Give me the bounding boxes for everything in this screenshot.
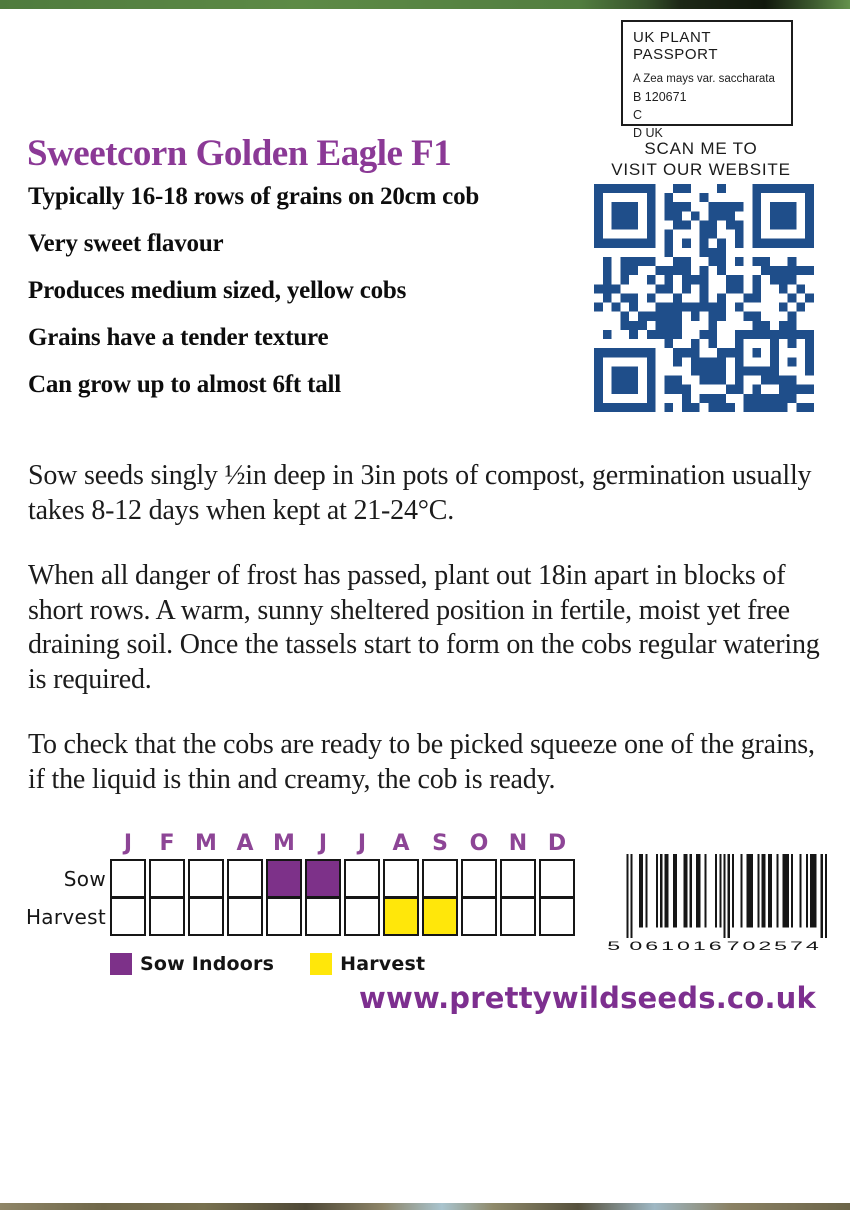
instructions-paragraph: Sow seeds singly ½in deep in 3in pots of compost, germination usually takes 8-12 days when kept at 21-24°C. xyxy=(28,460,812,526)
calendar-cell xyxy=(188,897,224,936)
calendar-cell xyxy=(383,897,419,936)
calendar-row xyxy=(25,898,575,936)
legend-item xyxy=(110,953,274,975)
calendar-cell xyxy=(305,897,341,936)
calendar-cell xyxy=(266,859,302,898)
calendar-cell xyxy=(149,897,185,936)
barcode xyxy=(601,854,827,954)
calendar-row-label: Sow xyxy=(63,866,106,891)
scan-me-text xyxy=(595,138,807,180)
month-label: J xyxy=(357,831,367,856)
calendar-cell xyxy=(422,859,458,898)
calendar-cell xyxy=(500,859,536,898)
website-url: www.prettywildseeds.co.uk xyxy=(358,981,816,1015)
legend-swatch xyxy=(110,953,132,975)
passport-line-d: D UK xyxy=(633,126,663,140)
month-header-row xyxy=(110,832,575,856)
passport-title: UK PLANT PASSPORT xyxy=(633,29,719,63)
calendar-grid xyxy=(25,859,575,936)
instructions-paragraph: To check that the cobs are ready to be picked squeeze one of the grains, if the liquid is thin and creamy, the cob is ready. xyxy=(28,729,815,795)
bottom-photo-strip xyxy=(0,1203,850,1210)
feature-line: Can grow up to almost 6ft tall xyxy=(28,371,341,398)
legend-label: Harvest xyxy=(340,953,426,975)
month-label: F xyxy=(159,831,175,856)
calendar-cell xyxy=(344,897,380,936)
month-label: S xyxy=(432,831,448,856)
product-title: Sweetcorn Golden Eagle F1 xyxy=(27,133,452,174)
legend-label: Sow Indoors xyxy=(140,953,275,975)
calendar-cell xyxy=(305,859,341,898)
calendar-cell xyxy=(266,897,302,936)
svg-text:061016: 061016 xyxy=(629,939,725,953)
calendar-cell xyxy=(149,859,185,898)
instructions xyxy=(28,459,830,828)
month-label: J xyxy=(123,831,133,856)
calendar-cell xyxy=(539,897,575,936)
calendar-cell xyxy=(500,897,536,936)
feature-list xyxy=(28,184,628,419)
calendar-cell xyxy=(227,897,263,936)
calendar-row-label: Harvest xyxy=(25,905,106,929)
svg-text:5: 5 xyxy=(607,939,621,953)
passport-line-b: B 120671 xyxy=(633,90,687,104)
svg-text:702574: 702574 xyxy=(726,939,822,953)
month-label: D xyxy=(547,831,567,856)
month-label: N xyxy=(508,831,528,856)
calendar-cell xyxy=(383,859,419,898)
legend-item xyxy=(310,953,425,975)
sowing-calendar xyxy=(25,831,575,936)
scan-line-1: SCAN ME TO xyxy=(644,139,758,158)
calendar-legend xyxy=(110,953,425,975)
scan-line-2: VISIT OUR WEBSITE xyxy=(611,160,791,179)
plant-passport-box xyxy=(621,20,793,140)
month-label: J xyxy=(318,831,328,856)
feature-line: Typically 16-18 rows of grains on 20cm cob xyxy=(28,183,480,210)
calendar-cell xyxy=(110,897,146,936)
month-label: O xyxy=(469,831,489,856)
legend-swatch xyxy=(310,953,332,975)
passport-line-a: A Zea mays var. saccharata xyxy=(633,73,775,85)
feature-line: Very sweet flavour xyxy=(28,230,224,257)
calendar-cell xyxy=(539,859,575,898)
month-label: M xyxy=(273,831,295,856)
calendar-cell xyxy=(344,859,380,898)
calendar-cell xyxy=(461,897,497,936)
feature-line: Grains have a tender texture xyxy=(28,324,329,351)
passport-line-c: C xyxy=(633,108,643,122)
calendar-cells xyxy=(110,898,575,936)
calendar-cell xyxy=(188,859,224,898)
month-label: A xyxy=(236,831,254,856)
month-label: A xyxy=(392,831,410,856)
calendar-cell xyxy=(110,859,146,898)
calendar-cells xyxy=(110,859,575,898)
calendar-cell xyxy=(461,859,497,898)
calendar-cell xyxy=(422,897,458,936)
month-label: M xyxy=(195,831,217,856)
top-photo-strip xyxy=(0,0,850,9)
calendar-cell xyxy=(227,859,263,898)
instructions-paragraph: When all danger of frost has passed, plant out 18in apart in blocks of short rows. A warm, sunny sheltered position in fertile, moist yet free draining soil. Once the tassels start to form on the cobs regular watering is required. xyxy=(28,560,820,695)
calendar-row xyxy=(28,859,575,898)
feature-line: Produces medium sized, yellow cobs xyxy=(28,277,407,304)
